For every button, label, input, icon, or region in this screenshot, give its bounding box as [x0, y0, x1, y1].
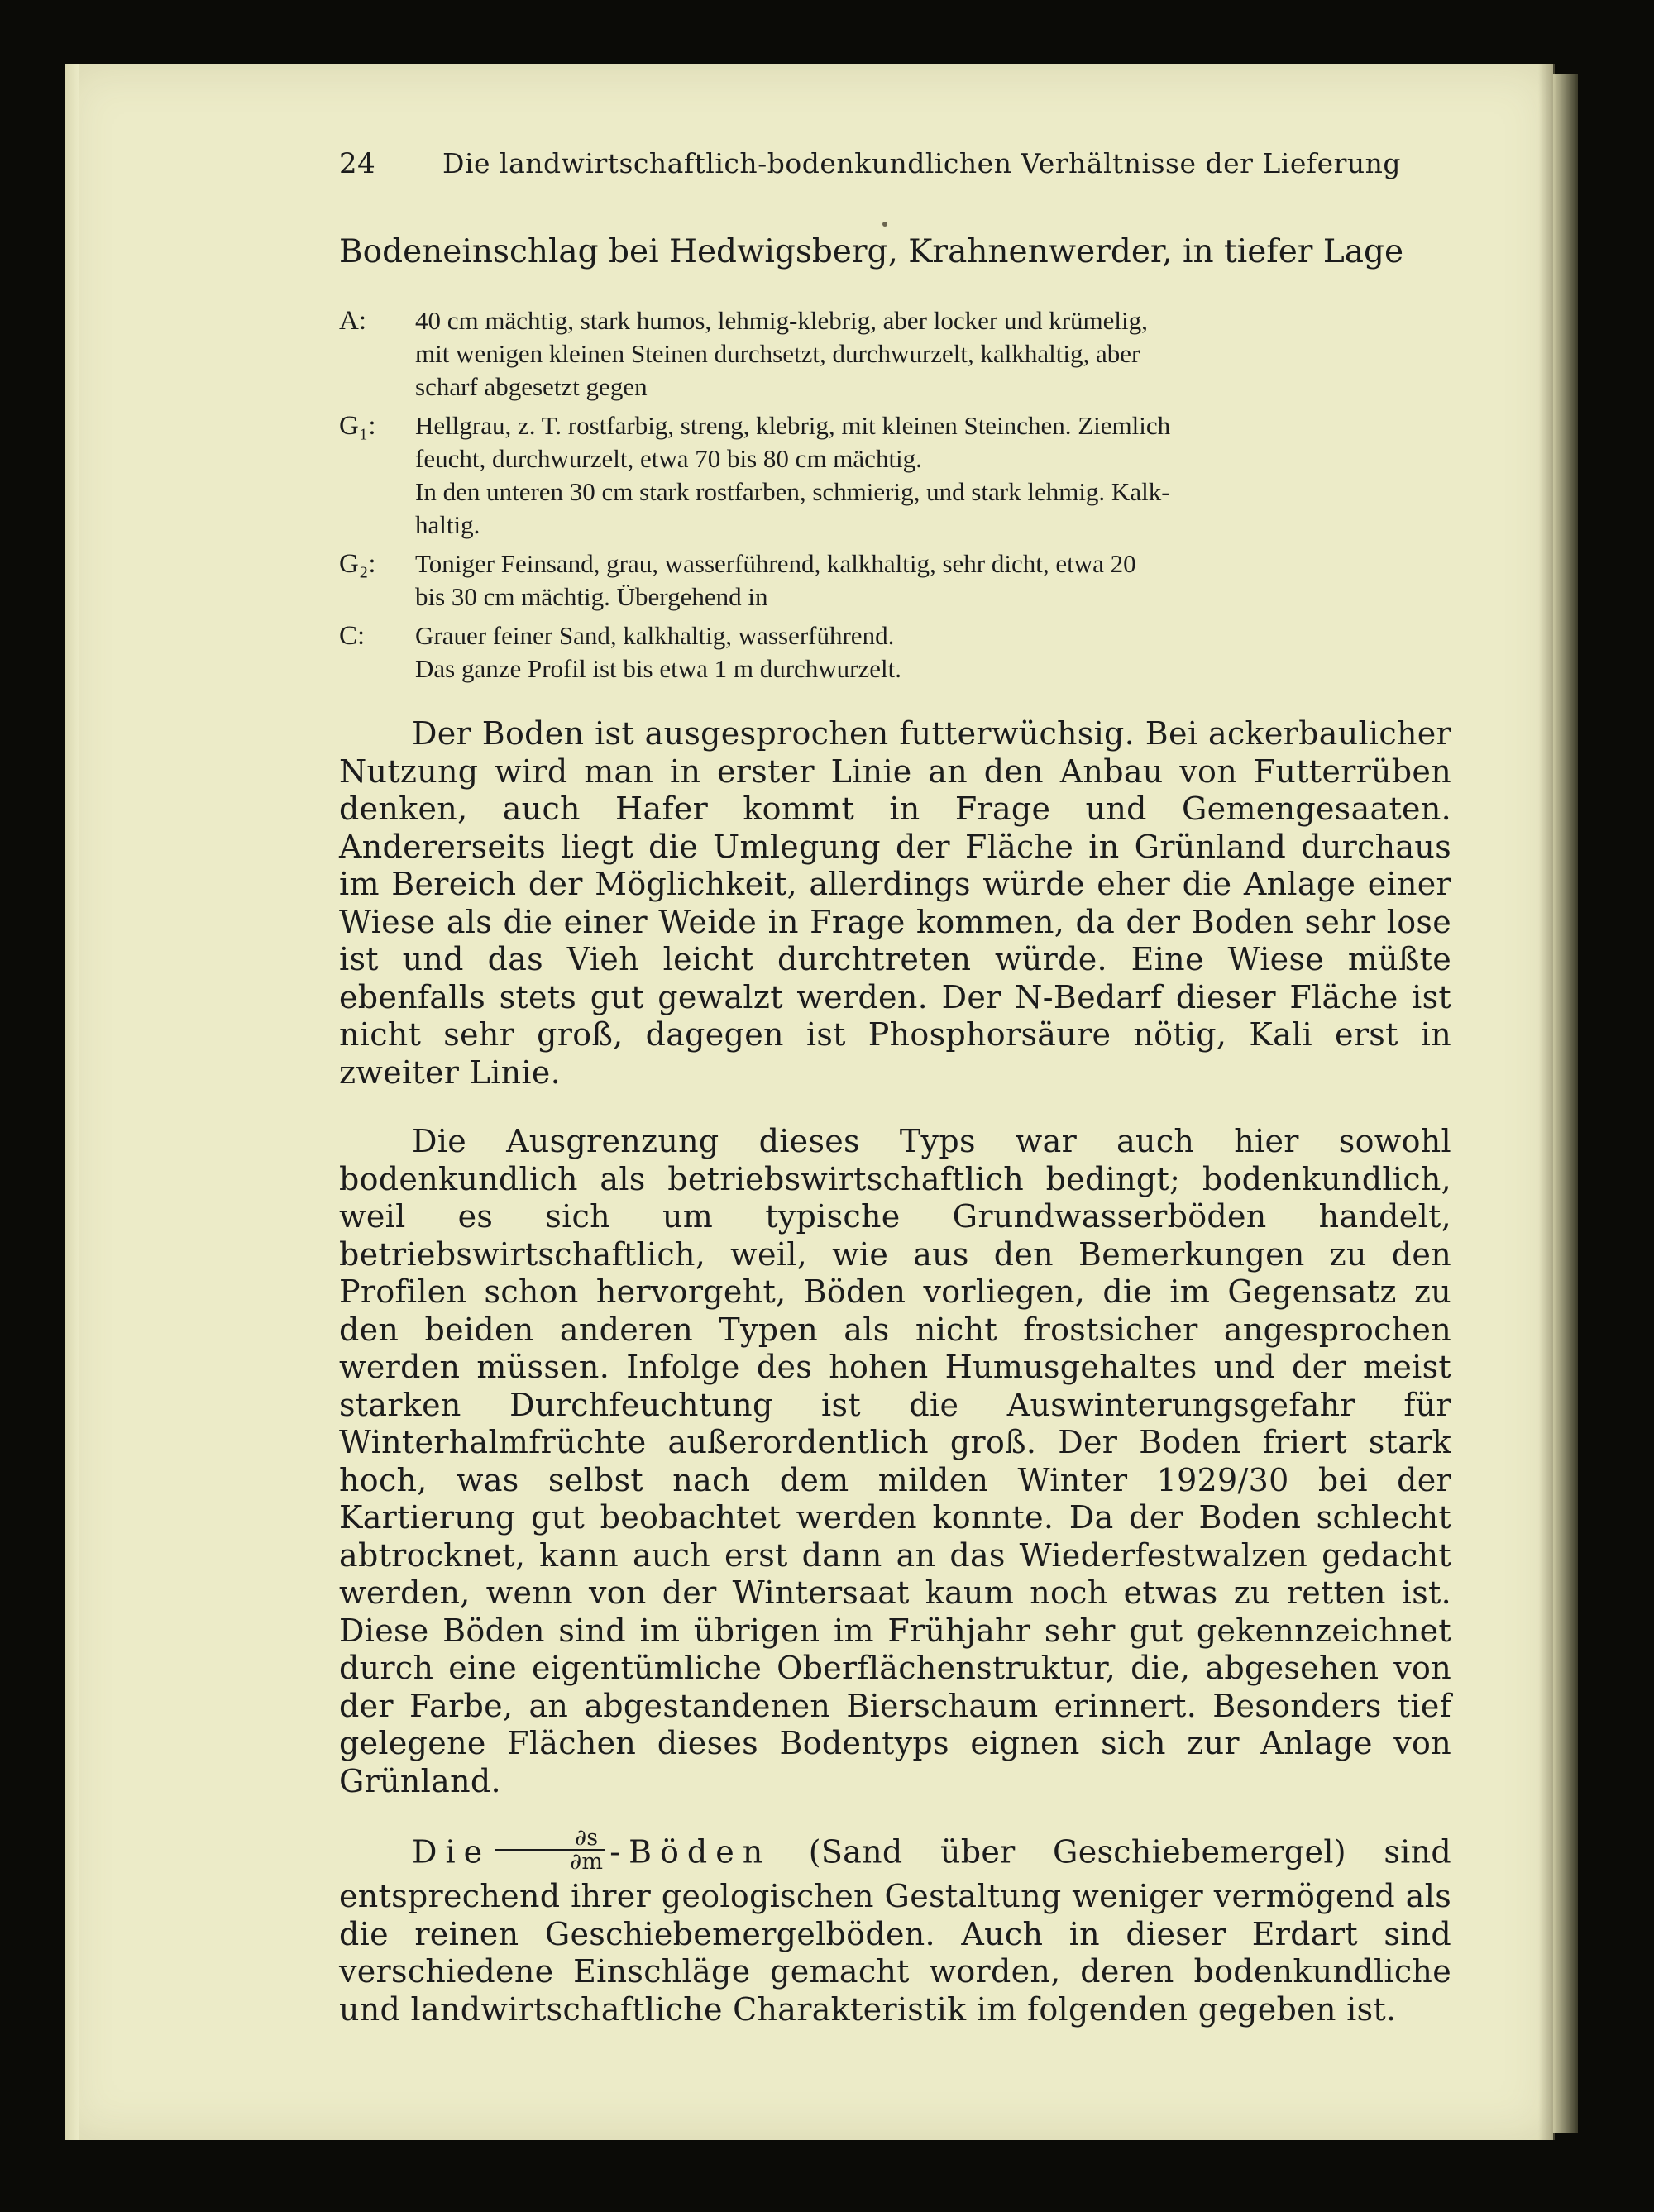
horizon-description: [415, 409, 1451, 542]
horizon-line: feucht, durchwurzelt, etwa 70 bis 80 cm mächtig.: [415, 444, 922, 473]
paragraph-delimitation: Die Ausgrenzung dieses Typs war auch hier sowohl bodenkundlich als betriebswirtschaftlich bedingt; bodenkundlich, weil es sich um typische Grundwasserböden handelt, betriebswirtschaftlich, weil, wie aus den Bemerkungen zu den Profilen schon hervorgeht, Böden vorliegen, die im Gegensatz zu den beiden anderen Typen als nicht frostsicher angesprochen werden müssen. Infolge des hohen Humusgehaltes und der meist starken Durchfeuchtung ist die Auswinterungsgefahr für Winterhalmfrüchte außerordentlich groß. Der Boden friert stark hoch, was selbst nach dem milden Winter 1929/30 bei der Kartierung gut beobachtet werden konnte. Da der Boden schlecht abtrocknet, kann auch erst dann an das Wiederfestwalzen gedacht werden, wenn von der Wintersaat kaum noch etwas zu retten ist. Diese Böden sind im übrigen im Frühjahr sehr gut gekennzeichnet durch eine eigentümliche Oberflächenstruktur, die, abgesehen von der Farbe, an abgestandenen Bierschaum erinnert. Besonders tief gelegene Flächen dieses Bodentyps eignen sich zur Anlage von Grünland.: [339, 1123, 1451, 1799]
horizon-description: [415, 547, 1451, 614]
horizon-description: [415, 619, 1451, 686]
horizon-g2: [339, 547, 1451, 614]
horizon-label: G₁:: [339, 411, 376, 441]
gutter-shadow: [1538, 64, 1555, 2140]
soil-symbol-fraction: [495, 1827, 605, 1873]
horizon-c: [339, 619, 1451, 686]
horizon-label: G₂:: [339, 549, 376, 579]
running-head-title: Die landwirtschaftlich-bodenkundlichen Verhältnisse der Lieferung: [442, 147, 1402, 179]
horizon-a: [339, 304, 1451, 404]
running-head: [339, 141, 1451, 190]
horizon-line: Grauer feiner Sand, kalkhaltig, wasserführend.: [415, 621, 895, 650]
fraction-numerator: ∂s: [495, 1827, 605, 1851]
horizon-line: Das ganze Profil ist bis etwa 1 m durchwurzelt.: [415, 654, 901, 683]
fraction-denominator: ∂m: [570, 1849, 604, 1875]
page-number: 24: [339, 147, 376, 180]
horizon-line: bis 30 cm mächtig. Übergehend in: [415, 582, 768, 611]
horizon-description: [415, 304, 1451, 404]
page-left-edge: [65, 64, 79, 2140]
page-right-edge: [1553, 74, 1578, 2133]
horizon-line: mit wenigen kleinen Steinen durchsetzt, durchwurzelt, kalkhaltig, aber: [415, 339, 1140, 368]
paragraph-rest: (Sand über Geschiebemergel) sind entsprechend ihrer geologischen Gestaltung weniger vermögend als die reinen Geschiebemergelböden. Auch in dieser Erdart sind verschiedene Einschläge gemacht worden, deren bodenkundliche und landwirtschaftliche Charakteristik im folgenden gegeben ist.: [339, 1833, 1451, 2028]
horizon-g1: [339, 409, 1451, 542]
horizon-label: A:: [339, 306, 366, 336]
horizon-line: 40 cm mächtig, stark humos, lehmig-klebrig, aber locker und krümelig,: [415, 306, 1148, 335]
soil-type-word: -Böden: [609, 1833, 772, 1870]
soil-profile-list: [339, 304, 1451, 686]
horizon-label: C:: [339, 621, 366, 651]
section-heading: Bodeneinschlag bei Hedwigsberg, Krahnenwerder, in tiefer Lage: [339, 233, 1404, 270]
horizon-line: In den unteren 30 cm stark rostfarben, schmierig, und stark lehmig. Kalk-: [415, 477, 1170, 506]
paragraph-forage: Der Boden ist ausgesprochen futterwüchsig. Bei ackerbaulicher Nutzung wird man in erster Linie an den Anbau von Futterrüben denken, auch Hafer kommt in Frage und Gemengesaaten. Andererseits liegt die Umlegung der Fläche in Grünland durchaus im Bereich der Möglichkeit, allerdings würde eher die Anlage einer Wiese als die einer Weide in Frage kommen, da der Boden sehr lose ist und das Vieh leicht durchtreten würde. Eine Wiese müßte ebenfalls stets gut gewalzt werden. Der N-Bedarf dieser Fläche ist nicht sehr groß, dagegen ist Phosphorsäure nötig, Kali erst in zweiter Linie.: [339, 715, 1451, 1091]
horizon-line: scharf abgesetzt gegen: [415, 372, 648, 401]
horizon-line: Toniger Feinsand, grau, wasserführend, kalkhaltig, sehr dicht, etwa 20: [415, 549, 1136, 578]
stray-mark: [882, 222, 887, 227]
lead-word: Die: [412, 1833, 491, 1870]
horizon-line: haltig.: [415, 510, 480, 539]
horizon-line: Hellgrau, z. T. rostfarbig, streng, klebrig, mit kleinen Steinchen. Ziemlich: [415, 411, 1171, 440]
page-content: [339, 141, 1451, 2060]
paragraph-sand-over-till: [339, 1825, 1451, 2028]
